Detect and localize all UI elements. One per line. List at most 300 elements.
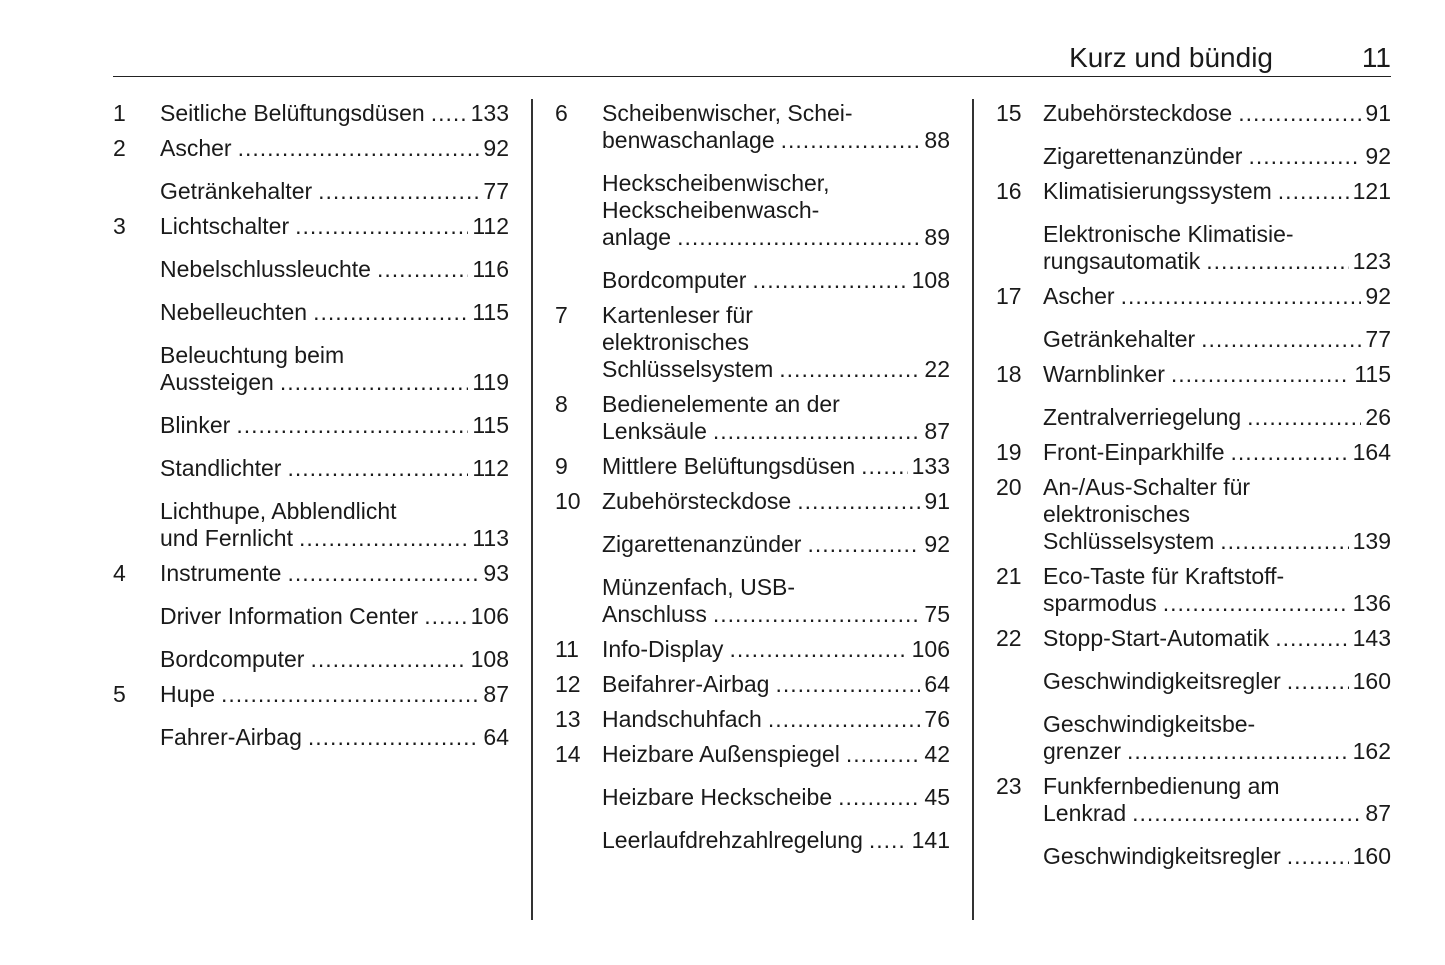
dot-leader [1171,361,1350,388]
legend-label: Stopp-Start-Automatik [1043,625,1270,651]
legend-line: elektronisches [602,329,750,355]
legend-text [1043,326,1391,353]
legend-line [1043,439,1391,466]
dot-leader [1287,843,1349,870]
legend-text [1043,283,1391,310]
legend-line [602,827,950,854]
legend-text [160,213,509,240]
legend-entry [113,560,509,587]
legend-line: Kartenleser für [602,302,753,328]
legend-entry [555,267,950,294]
legend-text [160,100,509,127]
legend-label: Mittlere Belüftungsdüsen [602,453,856,479]
page-reference: 22 [924,356,950,382]
dot-leader [318,178,479,205]
legend-label: Info-Display [602,636,724,662]
legend-number: 5 [113,681,126,707]
legend-text [160,178,509,205]
legend-line [602,531,950,558]
legend-label: Hupe [160,681,215,707]
legend-text [160,342,509,396]
legend-entry [113,213,509,240]
legend-label: grenzer [1043,738,1121,764]
legend-entry [113,412,509,439]
legend-line [160,178,509,205]
page-reference: 160 [1352,843,1391,869]
legend-text [160,455,509,482]
section-title: Kurz und bündig [1069,42,1273,73]
dot-leader [781,127,921,154]
legend-entry [996,439,1391,466]
page-reference: 91 [924,488,950,514]
legend-line [1043,178,1391,205]
page-reference: 92 [1365,143,1391,169]
page-reference: 92 [1365,283,1391,309]
legend-number: 10 [555,488,581,514]
page-reference: 89 [924,224,950,250]
legend-line: elektronisches [1043,501,1191,527]
dot-leader [677,224,920,251]
dot-leader [377,256,468,283]
dot-leader [1206,248,1348,275]
page-reference: 115 [472,412,509,438]
legend-entry [996,773,1391,827]
legend-number: 12 [555,671,581,697]
dot-leader [424,603,466,630]
legend-column-1 [113,96,509,751]
legend-text [602,267,950,294]
legend-line: An-/Aus-Schalter für [1043,474,1251,500]
legend-label: Ascher [160,135,232,161]
page-reference: 91 [1365,100,1391,126]
legend-line [160,100,509,127]
legend-line: Bedienelemente an der [602,391,840,417]
page-number: 11 [1361,42,1391,73]
legend-line: Heckscheibenwischer, [602,170,830,196]
page-reference: 162 [1352,738,1391,764]
legend-line [1043,625,1391,652]
legend-label: Lenkrad [1043,800,1127,826]
legend-number: 13 [555,706,581,732]
page-reference: 75 [924,601,950,627]
legend-entry [113,256,509,283]
page-reference: 64 [483,724,509,750]
legend-label: Instrumente [160,560,282,586]
page-reference: 87 [924,418,950,444]
legend-line [602,127,950,154]
legend-text [160,560,509,587]
legend-label: Geschwindigkeitsregler [1043,668,1281,694]
page-reference: 106 [911,636,950,662]
legend-line: Lichthupe, Abblendlicht [160,498,397,524]
dot-leader [768,706,921,733]
legend-line [1043,528,1391,555]
legend-label: Aussteigen [160,369,274,395]
page-reference: 115 [1354,361,1391,387]
page-reference: 92 [924,531,950,557]
dot-leader [1132,800,1361,827]
legend-label: Ascher [1043,283,1115,309]
page-reference: 93 [483,560,509,586]
legend-line: Heckscheibenwasch- [602,197,820,223]
legend-line [160,135,509,162]
legend-text [1043,439,1391,466]
dot-leader [280,369,469,396]
page-reference: 143 [1352,625,1391,651]
legend-line [160,213,509,240]
legend-label: sparmodus [1043,590,1157,616]
legend-label: Schlüsselsystem [1043,528,1215,554]
legend-number: 19 [996,439,1022,465]
legend-label: Zentralverriegelung [1043,404,1242,430]
page-reference: 87 [483,681,509,707]
dot-leader [295,213,468,240]
dot-leader [779,356,920,383]
legend-entry [555,784,950,811]
legend-line [1043,361,1391,388]
page-reference: 164 [1352,439,1391,465]
legend-text [602,636,950,663]
legend-text [602,671,950,698]
legend-text [160,603,509,630]
legend-entry [996,178,1391,205]
dot-leader [807,531,920,558]
dot-leader [236,412,468,439]
legend-text [602,574,950,628]
legend-text [1043,100,1391,127]
page-reference: 64 [924,671,950,697]
legend-text [160,646,509,673]
page-reference: 133 [911,453,950,479]
legend-column-2 [555,96,950,854]
legend-label: Nebelleuchten [160,299,308,325]
legend-entry [996,711,1391,765]
dot-leader [1275,625,1348,652]
legend-label: Bordcomputer [160,646,305,672]
dot-leader [1231,439,1349,466]
page-reference: 76 [924,706,950,732]
page-reference: 106 [470,603,509,629]
legend-entry [113,455,509,482]
legend-line [1043,248,1391,275]
legend-line [1043,283,1391,310]
dot-leader [752,267,907,294]
legend-label: Anschluss [602,601,707,627]
legend-entry [555,100,950,154]
dot-leader [299,525,468,552]
legend-label: Lenksäule [602,418,707,444]
legend-line [602,356,950,383]
legend-line: Funkfernbedienung am [1043,773,1280,799]
legend-entry [996,361,1391,388]
legend-text [1043,221,1391,275]
legend-entry [113,135,509,162]
legend-label: Leerlaufdrehzahlregelung [602,827,863,853]
dot-leader [308,724,480,751]
legend-number: 14 [555,741,581,767]
legend-line [160,646,509,673]
legend-text [1043,668,1391,695]
legend-line [160,603,509,630]
page-reference: 108 [470,646,509,672]
dot-leader [1248,143,1361,170]
legend-number: 20 [996,474,1022,500]
legend-column-3 [996,96,1391,870]
legend-entry [555,302,950,383]
legend-line [160,724,509,751]
legend-entry [996,283,1391,310]
legend-line [160,455,509,482]
legend-line [1043,326,1391,353]
legend-entry [555,636,950,663]
legend-text [160,724,509,751]
legend-text [602,302,950,383]
page-reference: 108 [911,267,950,293]
legend-label: Seitliche Belüftungsdüsen [160,100,425,126]
legend-text [160,498,509,552]
legend-entry [113,498,509,552]
legend-line: Elektronische Klimatisie- [1043,221,1294,247]
page-reference: 88 [924,127,950,153]
legend-text [1043,563,1391,617]
legend-label: Geschwindigkeitsregler [1043,843,1281,869]
legend-line [160,299,509,326]
page-reference: 112 [472,455,509,481]
legend-entry [996,326,1391,353]
legend-line [160,256,509,283]
legend-line [602,671,950,698]
page-reference: 121 [1352,178,1391,204]
legend-text [1043,711,1391,765]
legend-line [1043,100,1391,127]
page-reference: 26 [1365,404,1391,430]
legend-label: rungsautomatik [1043,248,1201,274]
legend-line [1043,738,1391,765]
legend-label: Heizbare Heckscheibe [602,784,833,810]
page-reference: 87 [1365,800,1391,826]
page-reference: 115 [472,299,509,325]
legend-entry [555,741,950,768]
legend-entry [996,563,1391,617]
column-divider [531,99,533,920]
dot-leader [1127,738,1349,765]
legend-line [602,488,950,515]
legend-entry [555,671,950,698]
legend-label: Heizbare Außenspiegel [602,741,840,767]
legend-label: Lichtschalter [160,213,290,239]
legend-number: 9 [555,453,568,479]
dot-leader [1163,590,1349,617]
legend-number: 3 [113,213,126,239]
legend-label: Front-Einparkhilfe [1043,439,1225,465]
legend-entry [996,143,1391,170]
legend-text [602,741,950,768]
legend-number: 15 [996,100,1022,126]
legend-label: Zubehörsteckdose [1043,100,1233,126]
legend-line: Eco-Taste für Kraftstoff- [1043,563,1285,589]
legend-number: 18 [996,361,1022,387]
page-reference: 119 [472,369,509,395]
legend-line [602,741,950,768]
page-reference: 139 [1352,528,1391,554]
legend-line: Scheibenwischer, Schei- [602,100,853,126]
legend-text [160,299,509,326]
legend-number: 21 [996,563,1022,589]
legend-number: 16 [996,178,1022,204]
legend-entry [555,706,950,733]
legend-entry [113,603,509,630]
page-reference: 42 [924,741,950,767]
legend-line [602,784,950,811]
page-reference: 133 [470,100,509,126]
dot-leader [797,488,920,515]
legend-label: Getränkehalter [1043,326,1196,352]
dot-leader [313,299,468,326]
legend-text [602,784,950,811]
legend-line [602,601,950,628]
legend-number: 17 [996,283,1022,309]
legend-text [602,531,950,558]
legend-text [160,135,509,162]
dot-leader [729,636,907,663]
legend-label: benwaschanlage [602,127,775,153]
legend-entry [996,404,1391,431]
legend-line [1043,404,1391,431]
page-reference: 123 [1352,248,1391,274]
dot-leader [310,646,466,673]
legend-entry [113,299,509,326]
legend-entry [996,843,1391,870]
legend-number: 6 [555,100,568,126]
legend-label: Handschuhfach [602,706,762,732]
legend-text [602,100,950,154]
dot-leader [1220,528,1348,555]
dot-leader [1238,100,1361,127]
page-reference: 141 [911,827,950,853]
legend-line [602,636,950,663]
legend-entry [555,574,950,628]
legend-entry [113,681,509,708]
legend-text [602,706,950,733]
legend-number: 11 [555,636,579,662]
legend-label: Beifahrer-Airbag [602,671,770,697]
legend-label: Zigarettenanzünder [1043,143,1243,169]
legend-entry [113,100,509,127]
legend-entry [996,100,1391,127]
legend-entry [113,724,509,751]
legend-label: Blinker [160,412,231,438]
dot-leader [713,601,921,628]
legend-line [1043,668,1391,695]
legend-text [160,681,509,708]
dot-leader [869,827,908,854]
legend-line [1043,843,1391,870]
legend-text [602,391,950,445]
dot-leader [861,453,907,480]
dot-leader [1201,326,1361,353]
page-reference: 77 [1365,326,1391,352]
legend-entry [996,668,1391,695]
legend-line [1043,800,1391,827]
legend-entry [996,625,1391,652]
legend-line [160,681,509,708]
legend-number: 8 [555,391,568,417]
legend-label: Klimatisierungssystem [1043,178,1272,204]
dot-leader [221,681,479,708]
legend-label: Zigarettenanzünder [602,531,802,557]
legend-entry [555,170,950,251]
legend-number: 1 [113,100,126,126]
legend-text [160,412,509,439]
dot-leader [287,560,479,587]
legend-entry [555,488,950,515]
legend-label: Bordcomputer [602,267,747,293]
legend-entry [555,531,950,558]
legend-line [160,412,509,439]
page-reference: 160 [1352,668,1391,694]
dot-leader [713,418,921,445]
legend-line [602,267,950,294]
legend-text [1043,361,1391,388]
legend-line [602,418,950,445]
legend-line [1043,590,1391,617]
legend-text [602,453,950,480]
dot-leader [846,741,921,768]
legend-entry [113,342,509,396]
legend-label: anlage [602,224,672,250]
legend-entry [555,391,950,445]
legend-entry [996,221,1391,275]
legend-text [602,170,950,251]
legend-entry [113,646,509,673]
legend-text [1043,143,1391,170]
dot-leader [1278,178,1349,205]
legend-label: Driver Information Center [160,603,419,629]
page-reference: 77 [483,178,509,204]
dot-leader [238,135,480,162]
legend-line [602,224,950,251]
dot-leader [1287,668,1349,695]
legend-line [602,706,950,733]
legend-entry [996,474,1391,555]
page-reference: 116 [472,256,509,282]
legend-entry [555,453,950,480]
legend-label: Schlüsselsystem [602,356,774,382]
legend-label: und Fernlicht [160,525,293,551]
legend-label: Warnblinker [1043,361,1165,387]
legend-label: Zubehörsteckdose [602,488,792,514]
dot-leader [1247,404,1361,431]
legend-number: 7 [555,302,568,328]
legend-label: Standlichter [160,455,282,481]
legend-line: Münzenfach, USB- [602,574,796,600]
legend-text [1043,625,1391,652]
legend-number: 23 [996,773,1022,799]
page-reference: 45 [924,784,950,810]
legend-text [160,256,509,283]
legend-number: 4 [113,560,126,586]
legend-text [1043,773,1391,827]
legend-text [1043,178,1391,205]
legend-line [160,525,509,552]
dot-leader [775,671,920,698]
page-header [113,38,1391,77]
legend-line: Geschwindigkeitsbe- [1043,711,1256,737]
legend-label: Getränkehalter [160,178,313,204]
dot-leader [1121,283,1362,310]
dot-leader [838,784,920,811]
legend-text [1043,474,1391,555]
